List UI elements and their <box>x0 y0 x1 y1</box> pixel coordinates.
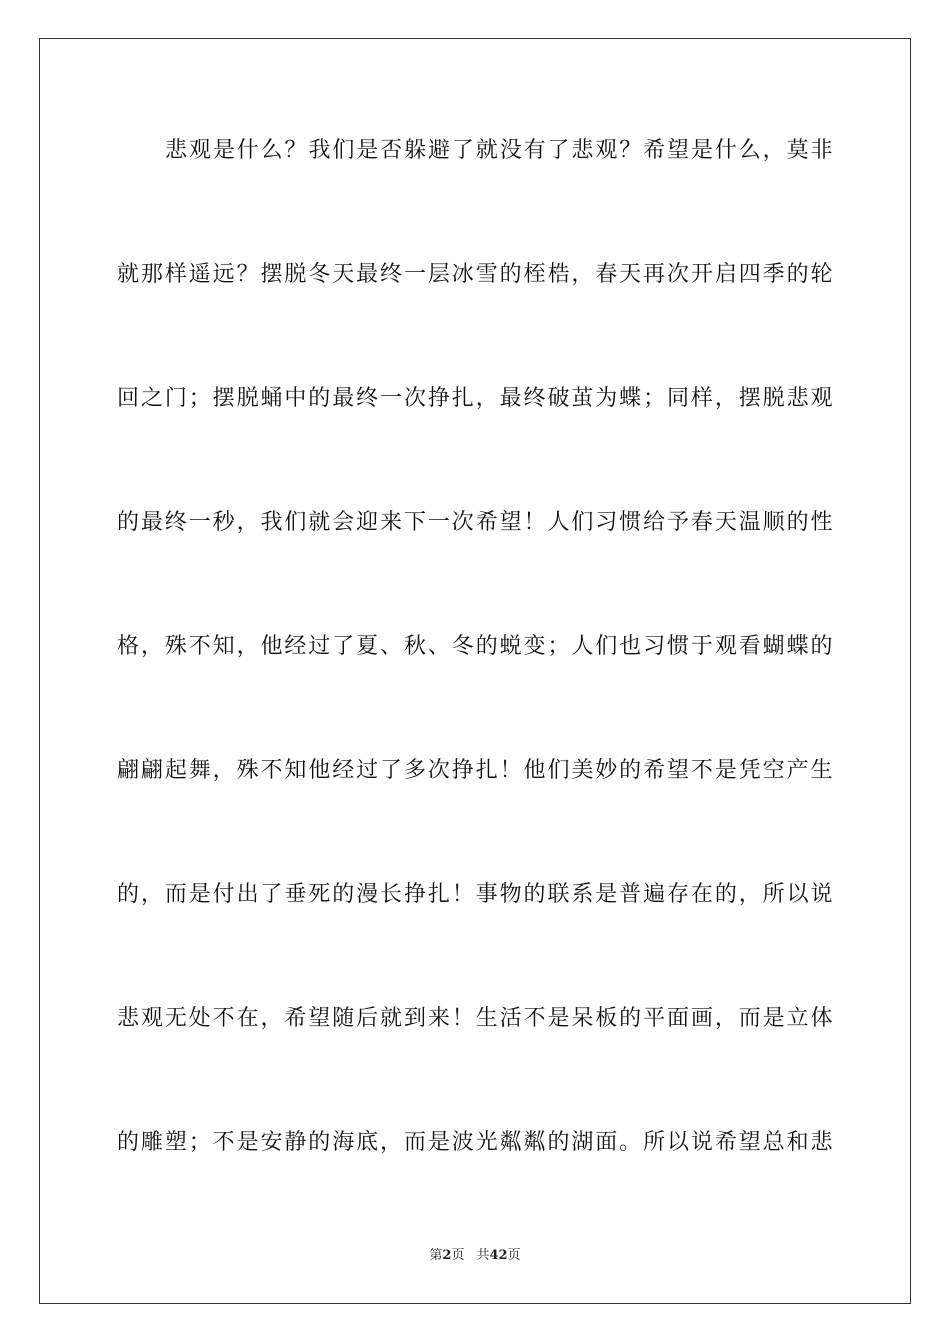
page-prefix: 第 <box>429 1248 443 1263</box>
paragraph-line-8: 悲观无处不在，希望随后就到来！生活不是呆板的平面画，而是立体 <box>117 1006 833 1031</box>
page-footer <box>0 1247 950 1265</box>
paragraph-line-7: 的，而是付出了垂死的漫长挣扎！事物的联系是普遍存在的，所以说 <box>117 882 833 907</box>
total-pages: 42 <box>489 1248 508 1263</box>
paragraph-line-6: 翩翩起舞，殊不知他经过了多次挣扎！他们美妙的希望不是凭空产生 <box>117 758 833 783</box>
paragraph-line-4: 的最终一秒，我们就会迎来下一次希望！人们习惯给予春天温顺的性 <box>117 510 833 535</box>
total-prefix: 共 <box>476 1248 490 1263</box>
paragraph-line-1: 悲观是什么？我们是否躲避了就没有了悲观？希望是什么，莫非 <box>165 138 833 163</box>
paragraph-line-9: 的雕塑；不是安静的海底，而是波光粼粼的湖面。所以说希望总和悲 <box>117 1130 833 1155</box>
paragraph-line-5: 格，殊不知，他经过了夏、秋、冬的蜕变；人们也习惯于观看蝴蝶的 <box>117 634 833 659</box>
page-suffix: 页 <box>451 1248 465 1263</box>
total-suffix: 页 <box>507 1248 521 1263</box>
paragraph-line-3: 回之门；摆脱蛹中的最终一次挣扎，最终破茧为蝶；同样，摆脱悲观 <box>117 386 833 411</box>
paragraph-line-2: 就那样遥远？摆脱冬天最终一层冰雪的桎梏，春天再次开启四季的轮 <box>117 262 833 287</box>
page-border <box>39 38 911 1304</box>
page-number: 2 <box>442 1248 452 1263</box>
